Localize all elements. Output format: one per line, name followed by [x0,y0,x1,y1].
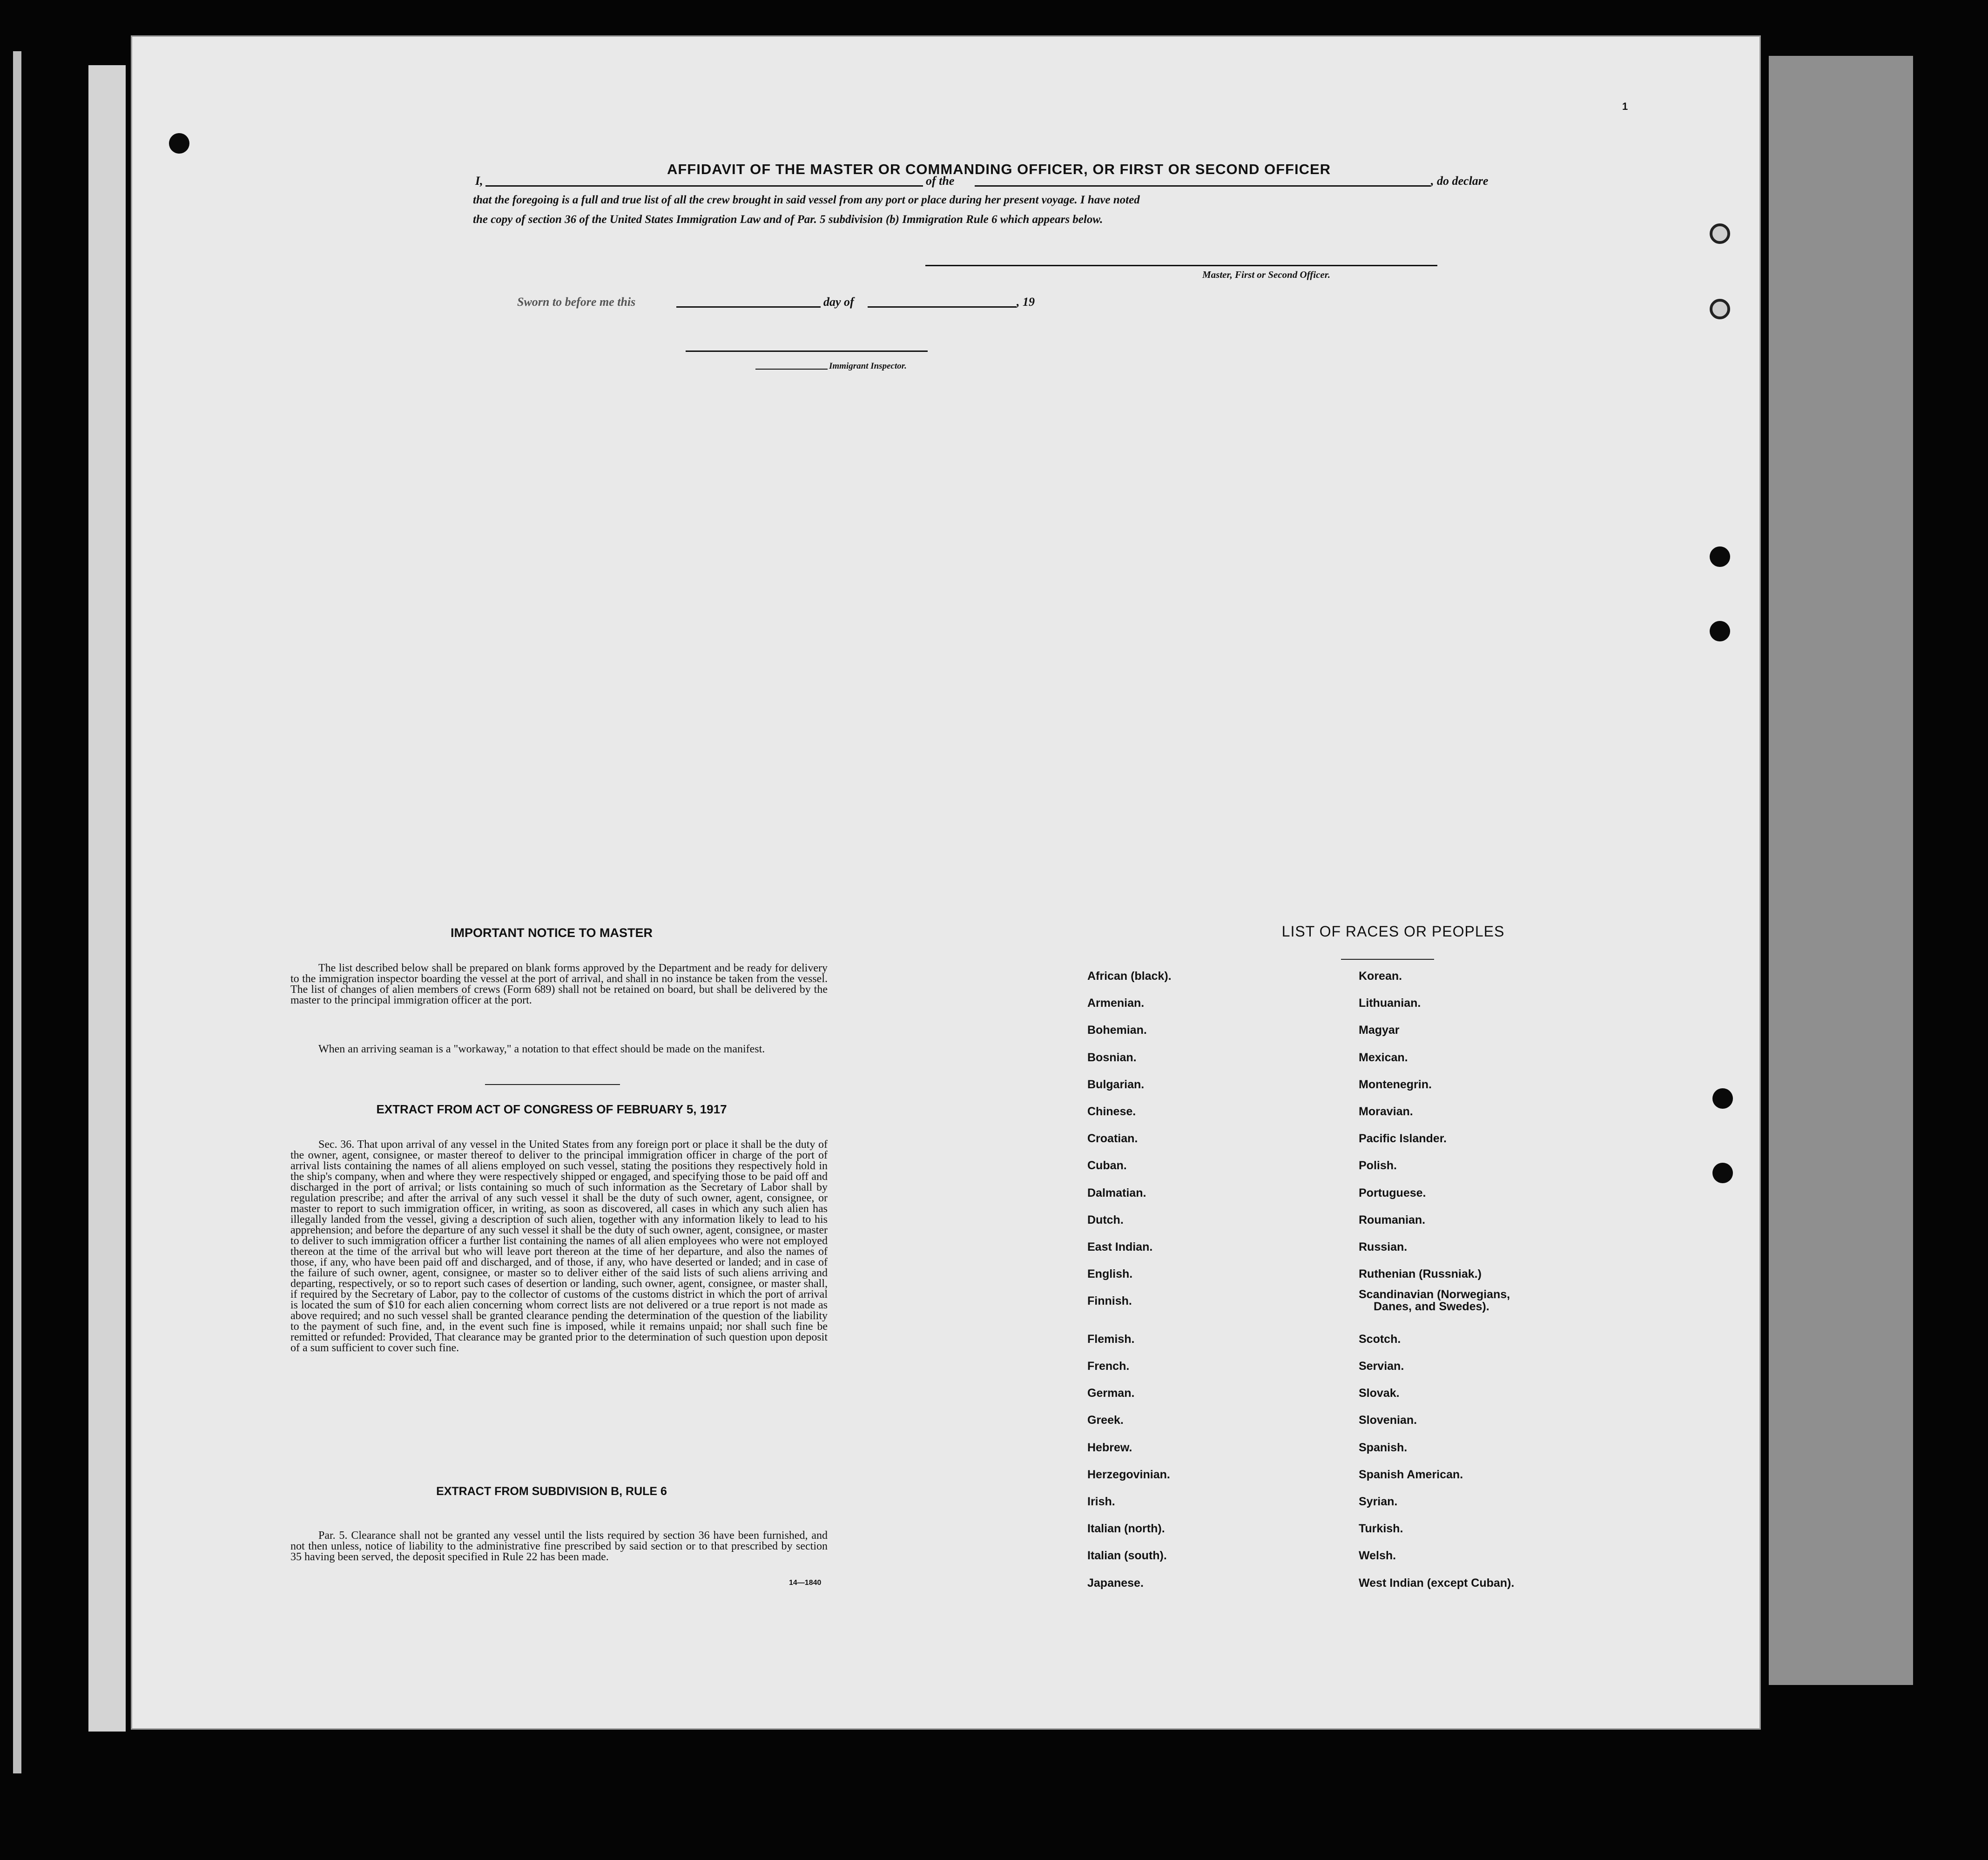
sworn-day-blank [676,306,821,308]
race-item: Mexican. [1359,1051,1408,1064]
underlying-sheet [1769,56,1913,1685]
race-item: Bohemian. [1087,1024,1147,1037]
race-item: Scotch. [1359,1333,1401,1346]
race-item: Herzegovinian. [1087,1468,1170,1481]
race-item: Servian. [1359,1360,1404,1373]
race-item: Slovenian. [1359,1414,1417,1427]
race-item: Cuban. [1087,1159,1127,1172]
binding-strip-left [13,51,21,1773]
race-item: East Indian. [1087,1240,1153,1253]
binding-strip-inner [88,65,126,1732]
affidavit-title: AFFIDAVIT OF THE MASTER OR COMMANDING OFFICER, OR FIRST OR SECOND OFFICER [667,161,1331,177]
race-item: Roumanian. [1359,1213,1426,1227]
race-item: Syrian. [1359,1495,1398,1508]
year-label: , 19 [1017,295,1035,309]
inspector-caption-dash [755,369,828,370]
race-item: African (black). [1087,970,1172,983]
notice-divider [485,1084,620,1085]
race-item: Chinese. [1087,1105,1136,1118]
race-item: Italian (north). [1087,1522,1165,1535]
inspector-signature-line [686,350,928,352]
race-item: Bosnian. [1087,1051,1137,1064]
officer-signature-caption: Master, First or Second Officer. [1202,269,1330,280]
form-number: 14—1840 [789,1579,822,1587]
notice-paragraph-2 [290,1044,828,1055]
race-item: Turkish. [1359,1522,1403,1535]
race-item: Greek. [1087,1414,1124,1427]
sworn-month-blank [868,306,1017,308]
vessel-label: of the [926,174,955,188]
race-item: West Indian (except Cuban). [1359,1577,1515,1590]
race-item: Spanish. [1359,1441,1408,1454]
race-item: Danes, and Swedes). [1374,1300,1489,1313]
declarant-label: I, [475,174,483,188]
affidavit-line-2: that the foregoing is a full and true list of all the crew brought in said vessel from any port or place during her present voyage. I have noted [473,194,1140,206]
document-page [131,35,1761,1730]
race-item: Dutch. [1087,1213,1124,1227]
race-item: Irish. [1087,1495,1115,1508]
race-item: Flemish. [1087,1333,1135,1346]
notice-paragraph-1 [290,963,828,1006]
race-item: German. [1087,1387,1135,1400]
race-item: Bulgarian. [1087,1078,1145,1091]
rule-title: EXTRACT FROM SUBDIVISION B, RULE 6 [436,1485,667,1498]
race-item: Italian (south). [1087,1549,1167,1562]
races-list-right [1359,970,1694,1593]
sworn-label: Sworn to before me this [517,295,636,309]
race-item: Russian. [1359,1240,1408,1253]
race-item: Polish. [1359,1159,1397,1172]
affidavit-line-3: the copy of section 36 of the United States Immigration Law and of Par. 5 subdivision (b) Immigration Rule 6 which appears below. [473,213,1103,226]
race-item: English. [1087,1267,1133,1280]
races-list-left [1087,970,1348,1593]
declare-label: , do declare [1431,174,1489,188]
act-section-36-text: Sec. 36. That upon arrival of any vessel in the United States from any foreign port or place it shall be the duty of the owner, agent, consignee, or master thereof to deliver to the principal immigration officer in charge of the port of arrival lists containing the names of all aliens employed on such vessel, stating the positions they respectively hold in the ship's company, when and where they were respectively shipped or engaged, and specifying those to be paid off and discharged in the port of arrival; or lists containing so much of such information as the Secretary of Labor shall by regulation prescribe; and after the arrival of any such vessel it shall be the duty of such owner, agent, consignee, or master to report to such immigration officer, in writing, as soon as discovered, all cases in which any such alien has illegally landed from the vessel, giving a description of such alien, together with any information likely to lead to his apprehension; and before the departure of any such vessel it shall be the duty of such owner, agent, consignee, or master to deliver to such immigration officer a further list containing the names of all alien employees who were not employed thereon at the time of the arrival but who will leave port thereon at the time of her departure, and also the names of those, if any, who have been paid off and discharged, and of those, if any, who have deserted or landed; and in case of the failure of such owner, agent, consignee, or master so to deliver either of the said lists of such aliens arriving and departing, respectively, or so to report such cases of desertion or landing, such owner, agent, consignee, or master shall, if required by the Secretary of Labor, pay to the collector of customs of the customs district in which the port of arrival is located the sum of $10 for each alien concerning whom correct lists are not delivered or a true report is not made as above required; and no such vessel shall be granted clearance pending the determination of the question of the liability to the payment of such fine, and, in the event such fine is imposed, while it remains unpaid; nor shall such fine be remitted or refunded: Provided, That clearance may be granted prior to the determination of such question upon deposit of a sum sufficient to cover such fine. [290,1139,828,1354]
race-item: Magyar [1359,1024,1400,1037]
day-of-label: day of [823,295,854,309]
race-item: Finnish. [1087,1294,1132,1307]
act-section-36 [290,1139,828,1354]
race-item: Croatian. [1087,1132,1138,1145]
race-item: Dalmatian. [1087,1186,1146,1200]
rule-paragraph-5-text: Par. 5. Clearance shall not be granted any vessel until the lists required by section 36 have been furnished, and not then unless, notice of liability to the administrative fine prescribed by said section or to that prescribed by section 35 having been served, the deposit specified in Rule 22 has been made. [290,1530,828,1563]
race-item: Armenian. [1087,997,1145,1010]
race-item: Scandinavian (Norwegians, [1359,1288,1510,1301]
declarant-blank [485,185,923,187]
officer-signature-line [925,265,1437,266]
vessel-blank [975,185,1431,187]
races-divider [1341,959,1434,960]
act-title: EXTRACT FROM ACT OF CONGRESS OF FEBRUARY 5, 1917 [376,1102,727,1116]
race-item: Hebrew. [1087,1441,1132,1454]
race-item: Japanese. [1087,1577,1144,1590]
margin-mark: 1 [1622,101,1628,112]
race-item: Portuguese. [1359,1186,1426,1200]
race-item: Spanish American. [1359,1468,1463,1481]
races-title: LIST OF RACES OR PEOPLES [1281,923,1505,940]
rule-paragraph-5 [290,1530,828,1563]
notice-title: IMPORTANT NOTICE TO MASTER [451,926,653,940]
race-item: Montenegrin. [1359,1078,1432,1091]
race-item: French. [1087,1360,1130,1373]
notice-paragraph-2-text: When an arriving seaman is a "workaway," a notation to that effect should be made on the manifest. [318,1043,765,1055]
race-item: Pacific Islander. [1359,1132,1447,1145]
race-item: Slovak. [1359,1387,1400,1400]
race-item: Moravian. [1359,1105,1413,1118]
inspector-caption: Immigrant Inspector. [829,361,907,371]
race-item: Lithuanian. [1359,997,1421,1010]
race-item: Welsh. [1359,1549,1396,1562]
race-item: Korean. [1359,970,1402,983]
race-item: Ruthenian (Russniak.) [1359,1267,1482,1280]
notice-paragraph-1-text: The list described below shall be prepared on blank forms approved by the Department and be ready for delivery to the immigration inspector boarding the vessel at the port of arrival, and shall in no instance be taken from the vessel. The list of changes of alien members of crews (Form 689) shall not be retained on board, but shall be delivered by the master to the principal immigration officer at the port. [290,962,828,1006]
